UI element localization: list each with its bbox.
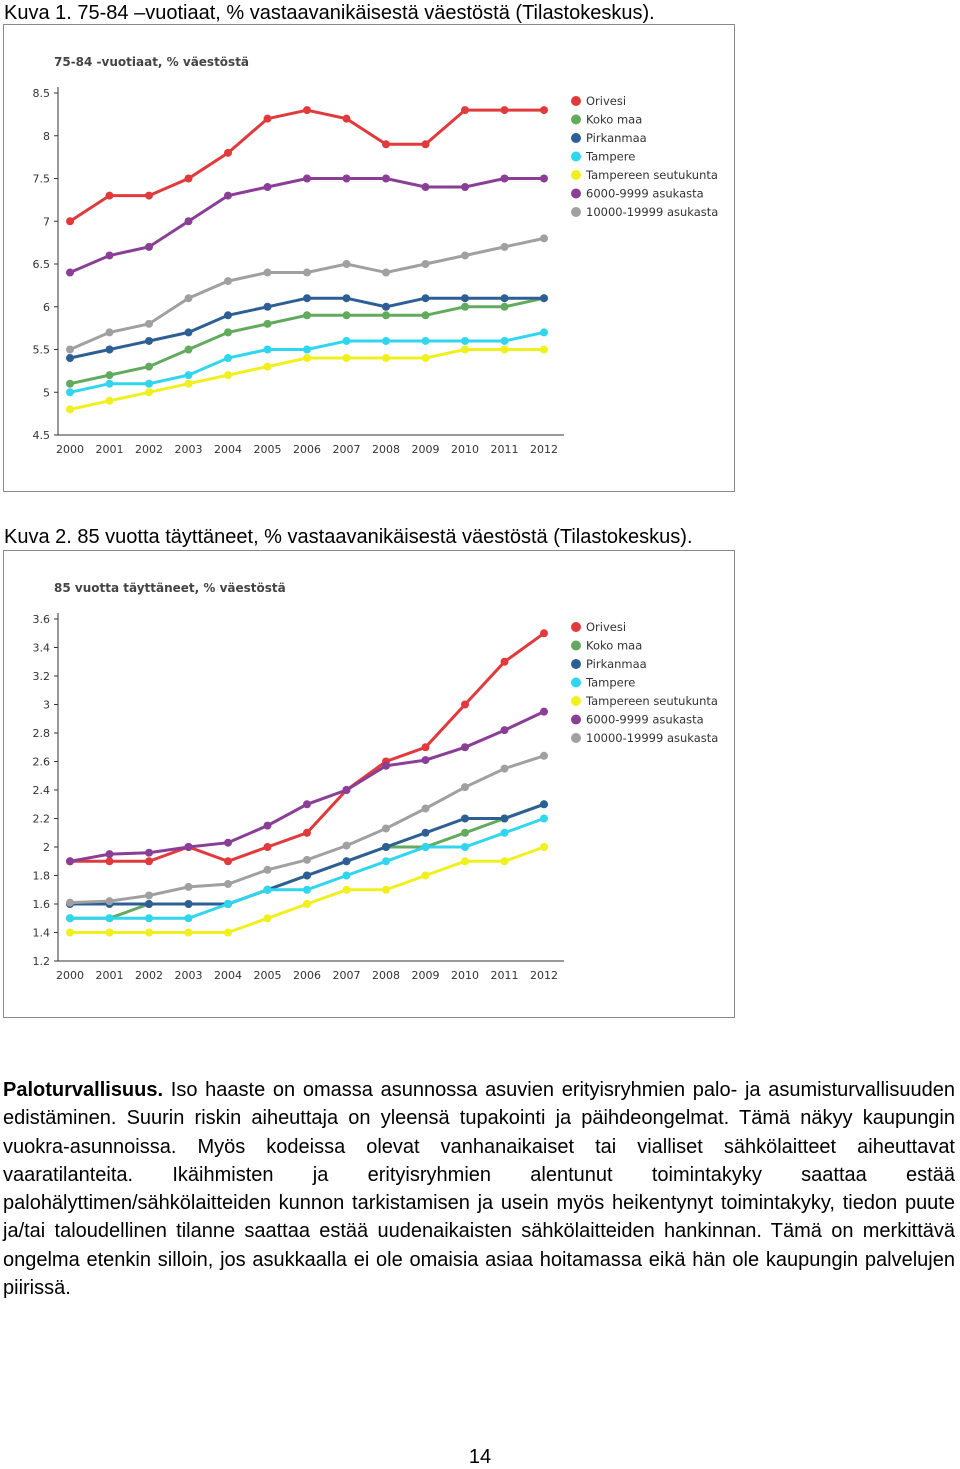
legend-marker bbox=[571, 622, 581, 632]
data-point-10000-19999-asukasta bbox=[66, 899, 74, 907]
data-point-6000-9999-asukasta bbox=[461, 183, 469, 191]
data-point-koko-maa bbox=[461, 303, 469, 311]
y-tick-label: 3 bbox=[43, 698, 50, 712]
legend-label: Koko maa bbox=[586, 638, 643, 653]
data-point-6000-9999-asukasta bbox=[185, 843, 193, 851]
data-point-10000-19999-asukasta bbox=[185, 294, 193, 302]
data-point-tampereen-seutukunta bbox=[224, 371, 232, 379]
data-point-10000-19999-asukasta bbox=[540, 234, 548, 242]
data-point-tampereen-seutukunta bbox=[106, 397, 114, 405]
data-point-tampereen-seutukunta bbox=[66, 929, 74, 937]
data-point-pirkanmaa bbox=[343, 857, 351, 865]
data-point-6000-9999-asukasta bbox=[264, 183, 272, 191]
data-point-tampere bbox=[343, 337, 351, 345]
legend-label: 6000-9999 asukasta bbox=[586, 186, 704, 201]
y-tick-label: 3.4 bbox=[32, 641, 50, 655]
x-tick-label: 2004 bbox=[214, 969, 242, 982]
data-point-pirkanmaa bbox=[185, 900, 193, 908]
data-point-tampereen-seutukunta bbox=[540, 346, 548, 354]
data-point-10000-19999-asukasta bbox=[185, 883, 193, 891]
data-point-tampere bbox=[303, 346, 311, 354]
series-line-orivesi bbox=[70, 110, 544, 221]
data-point-tampere bbox=[66, 914, 74, 922]
legend-marker bbox=[571, 189, 581, 199]
x-tick-label: 2008 bbox=[372, 969, 400, 982]
data-point-pirkanmaa bbox=[343, 294, 351, 302]
data-point-6000-9999-asukasta bbox=[501, 726, 509, 734]
data-point-tampereen-seutukunta bbox=[66, 405, 74, 413]
data-point-pirkanmaa bbox=[382, 303, 390, 311]
y-tick-label: 3.2 bbox=[32, 670, 50, 683]
data-point-6000-9999-asukasta bbox=[264, 822, 272, 830]
data-point-tampere bbox=[422, 843, 430, 851]
data-point-tampereen-seutukunta bbox=[145, 388, 153, 396]
data-point-tampere bbox=[264, 886, 272, 894]
data-point-orivesi bbox=[303, 106, 311, 114]
data-point-6000-9999-asukasta bbox=[540, 708, 548, 716]
data-point-pirkanmaa bbox=[501, 815, 509, 823]
data-point-10000-19999-asukasta bbox=[303, 269, 311, 277]
data-point-tampere bbox=[461, 843, 469, 851]
legend-marker bbox=[571, 678, 581, 688]
legend-label: Tampereen seutukunta bbox=[586, 694, 718, 708]
legend-label: Orivesi bbox=[586, 94, 627, 108]
data-point-orivesi bbox=[106, 192, 114, 200]
data-point-tampere bbox=[66, 388, 74, 396]
data-point-koko-maa bbox=[461, 829, 469, 837]
x-tick-label: 2012 bbox=[530, 443, 558, 456]
data-point-tampereen-seutukunta bbox=[303, 354, 311, 362]
data-point-orivesi bbox=[382, 140, 390, 148]
data-point-tampere bbox=[224, 354, 232, 362]
chart-1-svg bbox=[4, 25, 734, 491]
data-point-10000-19999-asukasta bbox=[501, 243, 509, 251]
data-point-orivesi bbox=[501, 658, 509, 666]
data-point-6000-9999-asukasta bbox=[343, 786, 351, 794]
data-point-koko-maa bbox=[224, 328, 232, 336]
legend-label: Koko maa bbox=[586, 112, 643, 127]
data-point-tampereen-seutukunta bbox=[422, 354, 430, 362]
data-point-orivesi bbox=[106, 857, 114, 865]
figure-2-chart bbox=[3, 550, 735, 1018]
data-point-pirkanmaa bbox=[540, 294, 548, 302]
data-point-orivesi bbox=[540, 629, 548, 637]
data-point-orivesi bbox=[461, 106, 469, 114]
data-point-10000-19999-asukasta bbox=[343, 260, 351, 268]
chart-title: 75-84 -vuotiaat, % väestöstä bbox=[54, 55, 250, 69]
data-point-10000-19999-asukasta bbox=[461, 783, 469, 791]
paragraph-heading: Paloturvallisuus. bbox=[3, 1079, 164, 1101]
data-point-6000-9999-asukasta bbox=[382, 762, 390, 770]
data-point-10000-19999-asukasta bbox=[66, 346, 74, 354]
data-point-koko-maa bbox=[303, 311, 311, 319]
page-number: 14 bbox=[468, 1446, 492, 1468]
data-point-6000-9999-asukasta bbox=[501, 175, 509, 183]
x-tick-label: 2006 bbox=[293, 969, 321, 982]
data-point-tampereen-seutukunta bbox=[422, 872, 430, 880]
x-tick-label: 2009 bbox=[411, 443, 440, 456]
legend-marker bbox=[571, 96, 581, 106]
data-point-tampereen-seutukunta bbox=[461, 857, 469, 865]
legend-marker bbox=[571, 207, 581, 217]
x-tick-label: 2007 bbox=[332, 443, 361, 456]
x-tick-label: 2001 bbox=[95, 969, 124, 982]
data-point-tampereen-seutukunta bbox=[540, 843, 548, 851]
x-tick-label: 2006 bbox=[293, 443, 321, 456]
data-point-6000-9999-asukasta bbox=[461, 743, 469, 751]
legend-label: Tampereen seutukunta bbox=[586, 168, 718, 182]
legend-label: Tampere bbox=[586, 675, 636, 690]
data-point-tampere bbox=[106, 914, 114, 922]
legend-marker bbox=[571, 133, 581, 143]
data-point-6000-9999-asukasta bbox=[66, 857, 74, 865]
data-point-10000-19999-asukasta bbox=[224, 277, 232, 285]
x-tick-label: 2004 bbox=[214, 443, 242, 456]
data-point-tampere bbox=[540, 328, 548, 336]
data-point-pirkanmaa bbox=[422, 829, 430, 837]
y-tick-label: 3.6 bbox=[32, 613, 50, 626]
series-line-6000-9999-asukasta bbox=[70, 712, 544, 862]
legend-marker bbox=[571, 696, 581, 706]
data-point-10000-19999-asukasta bbox=[145, 320, 153, 328]
legend-marker bbox=[571, 733, 581, 743]
data-point-tampere bbox=[303, 886, 311, 894]
data-point-orivesi bbox=[422, 140, 430, 148]
data-point-tampereen-seutukunta bbox=[185, 380, 193, 388]
data-point-tampereen-seutukunta bbox=[106, 929, 114, 937]
data-point-pirkanmaa bbox=[303, 294, 311, 302]
legend-marker bbox=[571, 152, 581, 162]
data-point-pirkanmaa bbox=[501, 294, 509, 302]
data-point-6000-9999-asukasta bbox=[224, 192, 232, 200]
data-point-6000-9999-asukasta bbox=[145, 243, 153, 251]
data-point-6000-9999-asukasta bbox=[303, 175, 311, 183]
x-tick-label: 2011 bbox=[490, 969, 519, 982]
data-point-koko-maa bbox=[422, 311, 430, 319]
y-tick-label: 4.5 bbox=[32, 429, 50, 442]
data-point-10000-19999-asukasta bbox=[461, 251, 469, 259]
data-point-koko-maa bbox=[145, 363, 153, 371]
data-point-pirkanmaa bbox=[145, 900, 153, 908]
data-point-6000-9999-asukasta bbox=[185, 217, 193, 225]
x-tick-label: 2012 bbox=[530, 969, 558, 982]
data-point-6000-9999-asukasta bbox=[303, 800, 311, 808]
x-tick-label: 2007 bbox=[332, 969, 361, 982]
y-tick-label: 8.5 bbox=[32, 87, 50, 100]
x-tick-label: 2000 bbox=[56, 443, 84, 456]
data-point-orivesi bbox=[145, 192, 153, 200]
figure-1-chart bbox=[3, 24, 735, 492]
data-point-orivesi bbox=[145, 857, 153, 865]
data-point-6000-9999-asukasta bbox=[422, 756, 430, 764]
x-tick-label: 2008 bbox=[372, 443, 400, 456]
data-point-10000-19999-asukasta bbox=[382, 824, 390, 832]
data-point-tampereen-seutukunta bbox=[264, 363, 272, 371]
data-point-pirkanmaa bbox=[66, 354, 74, 362]
data-point-pirkanmaa bbox=[461, 815, 469, 823]
data-point-koko-maa bbox=[382, 311, 390, 319]
data-point-tampereen-seutukunta bbox=[382, 354, 390, 362]
legend-label: 6000-9999 asukasta bbox=[586, 712, 704, 727]
data-point-6000-9999-asukasta bbox=[224, 839, 232, 847]
data-point-tampere bbox=[106, 380, 114, 388]
data-point-tampere bbox=[540, 815, 548, 823]
y-tick-label: 5 bbox=[43, 386, 50, 400]
data-point-6000-9999-asukasta bbox=[66, 269, 74, 277]
data-point-10000-19999-asukasta bbox=[145, 891, 153, 899]
data-point-tampereen-seutukunta bbox=[303, 900, 311, 908]
data-point-tampereen-seutukunta bbox=[224, 929, 232, 937]
data-point-tampereen-seutukunta bbox=[461, 346, 469, 354]
legend-label: Pirkanmaa bbox=[586, 657, 647, 671]
data-point-orivesi bbox=[224, 857, 232, 865]
data-point-10000-19999-asukasta bbox=[343, 842, 351, 850]
y-tick-label: 2.4 bbox=[32, 784, 50, 797]
legend-label: 10000-19999 asukasta bbox=[586, 731, 719, 745]
x-tick-label: 2009 bbox=[411, 969, 440, 982]
legend-label: Tampere bbox=[586, 149, 636, 164]
data-point-orivesi bbox=[461, 701, 469, 709]
series-line-6000-9999-asukasta bbox=[70, 179, 544, 273]
data-point-koko-maa bbox=[501, 303, 509, 311]
figure-1-caption: Kuva 1. 75-84 –vuotiaat, % vastaavanikäisestä väestöstä (Tilastokeskus). bbox=[4, 2, 655, 24]
data-point-koko-maa bbox=[66, 380, 74, 388]
data-point-pirkanmaa bbox=[106, 346, 114, 354]
data-point-orivesi bbox=[501, 106, 509, 114]
data-point-orivesi bbox=[303, 829, 311, 837]
data-point-pirkanmaa bbox=[461, 294, 469, 302]
data-point-6000-9999-asukasta bbox=[145, 849, 153, 857]
y-tick-label: 8 bbox=[43, 129, 50, 143]
data-point-orivesi bbox=[224, 149, 232, 157]
data-point-tampereen-seutukunta bbox=[185, 929, 193, 937]
data-point-10000-19999-asukasta bbox=[106, 328, 114, 336]
data-point-10000-19999-asukasta bbox=[422, 805, 430, 813]
body-paragraph bbox=[3, 1076, 955, 1302]
data-point-orivesi bbox=[540, 106, 548, 114]
legend-label: Pirkanmaa bbox=[586, 131, 647, 145]
data-point-pirkanmaa bbox=[224, 311, 232, 319]
data-point-pirkanmaa bbox=[303, 872, 311, 880]
data-point-10000-19999-asukasta bbox=[540, 752, 548, 760]
data-point-tampereen-seutukunta bbox=[343, 886, 351, 894]
x-tick-label: 2001 bbox=[95, 443, 124, 456]
data-point-10000-19999-asukasta bbox=[422, 260, 430, 268]
data-point-koko-maa bbox=[264, 320, 272, 328]
paragraph-text: Iso haaste on omassa asunnossa asuvien erityisryhmien palo- ja asumisturvallisuuden edistäminen. Suurin riskin aiheuttaja on yleensä tupakointi ja päihdeongelmat. Tämä näkyy kaupungin vuokra-asunnoissa. Myös kodeissa olevat vanhanaikaiset tai vialliset sähkölaitteet aiheuttavat vaaratilanteita. Ikäihmisten ja erityisryhmien alentunut toimintakyky saattaa estää palohälyttimen/sähkölaitteiden kunnon tarkistamisen ja usein myös heikentynyt toimintakyky, tiedon puute ja/tai taloudellinen tilanne saattaa estää uudenaikaisten sähkölaitteiden hankinnan. Tämä on merkittävä ongelma etenkin silloin, jos asukkaalla ei ole omaisia asiaa hoitamassa eikä hän ole kaupungin palvelujen piirissä. bbox=[3, 1079, 955, 1300]
series-line-10000-19999-asukasta bbox=[70, 238, 544, 349]
y-tick-label: 1.4 bbox=[32, 926, 50, 940]
data-point-tampereen-seutukunta bbox=[145, 929, 153, 937]
data-point-6000-9999-asukasta bbox=[343, 175, 351, 183]
data-point-pirkanmaa bbox=[382, 843, 390, 851]
y-tick-label: 6.5 bbox=[32, 258, 50, 271]
data-point-6000-9999-asukasta bbox=[106, 850, 114, 858]
y-tick-label: 7.5 bbox=[32, 172, 50, 186]
y-tick-label: 7 bbox=[43, 215, 50, 229]
legend-marker bbox=[571, 641, 581, 651]
figure-2-caption: Kuva 2. 85 vuotta täyttäneet, % vastaavanikäisestä väestöstä (Tilastokeskus). bbox=[4, 526, 693, 548]
chart-2-svg bbox=[4, 551, 734, 1017]
data-point-pirkanmaa bbox=[540, 800, 548, 808]
y-tick-label: 2 bbox=[43, 841, 50, 854]
data-point-tampereen-seutukunta bbox=[382, 886, 390, 894]
legend-marker bbox=[571, 115, 581, 125]
legend-marker bbox=[571, 659, 581, 669]
x-tick-label: 2002 bbox=[135, 443, 163, 456]
x-tick-label: 2003 bbox=[174, 443, 203, 456]
data-point-tampereen-seutukunta bbox=[501, 857, 509, 865]
chart-title: 85 vuotta täyttäneet, % väestöstä bbox=[54, 581, 286, 595]
x-tick-label: 2010 bbox=[451, 443, 479, 456]
data-point-tampere bbox=[185, 371, 193, 379]
x-tick-label: 2005 bbox=[253, 969, 282, 982]
data-point-orivesi bbox=[185, 175, 193, 183]
y-tick-label: 1.8 bbox=[32, 869, 50, 883]
y-tick-label: 5.5 bbox=[32, 343, 50, 357]
data-point-10000-19999-asukasta bbox=[501, 765, 509, 773]
y-tick-label: 1.6 bbox=[32, 898, 50, 911]
data-point-tampere bbox=[343, 872, 351, 880]
data-point-tampere bbox=[185, 914, 193, 922]
data-point-koko-maa bbox=[185, 346, 193, 354]
data-point-10000-19999-asukasta bbox=[382, 269, 390, 277]
data-point-orivesi bbox=[343, 115, 351, 123]
data-point-koko-maa bbox=[106, 371, 114, 379]
legend-marker bbox=[571, 170, 581, 180]
data-point-tampere bbox=[501, 337, 509, 345]
data-point-pirkanmaa bbox=[264, 303, 272, 311]
data-point-tampere bbox=[422, 337, 430, 345]
data-point-koko-maa bbox=[343, 311, 351, 319]
y-tick-label: 2.2 bbox=[32, 812, 50, 826]
x-tick-label: 2010 bbox=[451, 969, 479, 982]
x-tick-label: 2000 bbox=[56, 969, 84, 982]
data-point-orivesi bbox=[264, 115, 272, 123]
data-point-orivesi bbox=[264, 843, 272, 851]
x-tick-label: 2011 bbox=[490, 443, 519, 456]
data-point-tampere bbox=[382, 337, 390, 345]
data-point-tampere bbox=[461, 337, 469, 345]
data-point-6000-9999-asukasta bbox=[422, 183, 430, 191]
data-point-tampere bbox=[145, 380, 153, 388]
data-point-orivesi bbox=[422, 743, 430, 751]
data-point-10000-19999-asukasta bbox=[264, 269, 272, 277]
data-point-pirkanmaa bbox=[422, 294, 430, 302]
y-tick-label: 1.2 bbox=[32, 955, 50, 968]
y-tick-label: 2.8 bbox=[32, 727, 50, 740]
data-point-tampere bbox=[224, 900, 232, 908]
data-point-tampere bbox=[501, 829, 509, 837]
data-point-pirkanmaa bbox=[185, 328, 193, 336]
data-point-tampereen-seutukunta bbox=[264, 914, 272, 922]
data-point-pirkanmaa bbox=[145, 337, 153, 345]
legend-label: Orivesi bbox=[586, 620, 627, 634]
x-tick-label: 2005 bbox=[253, 443, 282, 456]
data-point-6000-9999-asukasta bbox=[540, 175, 548, 183]
data-point-tampereen-seutukunta bbox=[343, 354, 351, 362]
data-point-tampere bbox=[264, 346, 272, 354]
data-point-tampere bbox=[145, 914, 153, 922]
data-point-tampere bbox=[382, 857, 390, 865]
data-point-tampereen-seutukunta bbox=[501, 346, 509, 354]
x-tick-label: 2002 bbox=[135, 969, 163, 982]
series-line-orivesi bbox=[70, 633, 544, 861]
data-point-6000-9999-asukasta bbox=[382, 175, 390, 183]
y-tick-label: 6 bbox=[43, 300, 50, 314]
data-point-10000-19999-asukasta bbox=[106, 897, 114, 905]
y-tick-label: 2.6 bbox=[32, 755, 50, 769]
data-point-orivesi bbox=[66, 217, 74, 225]
legend-label: 10000-19999 asukasta bbox=[586, 205, 719, 219]
data-point-10000-19999-asukasta bbox=[264, 866, 272, 874]
data-point-6000-9999-asukasta bbox=[106, 251, 114, 259]
data-point-10000-19999-asukasta bbox=[303, 856, 311, 864]
data-point-10000-19999-asukasta bbox=[224, 880, 232, 888]
legend-marker bbox=[571, 715, 581, 725]
x-tick-label: 2003 bbox=[174, 969, 203, 982]
